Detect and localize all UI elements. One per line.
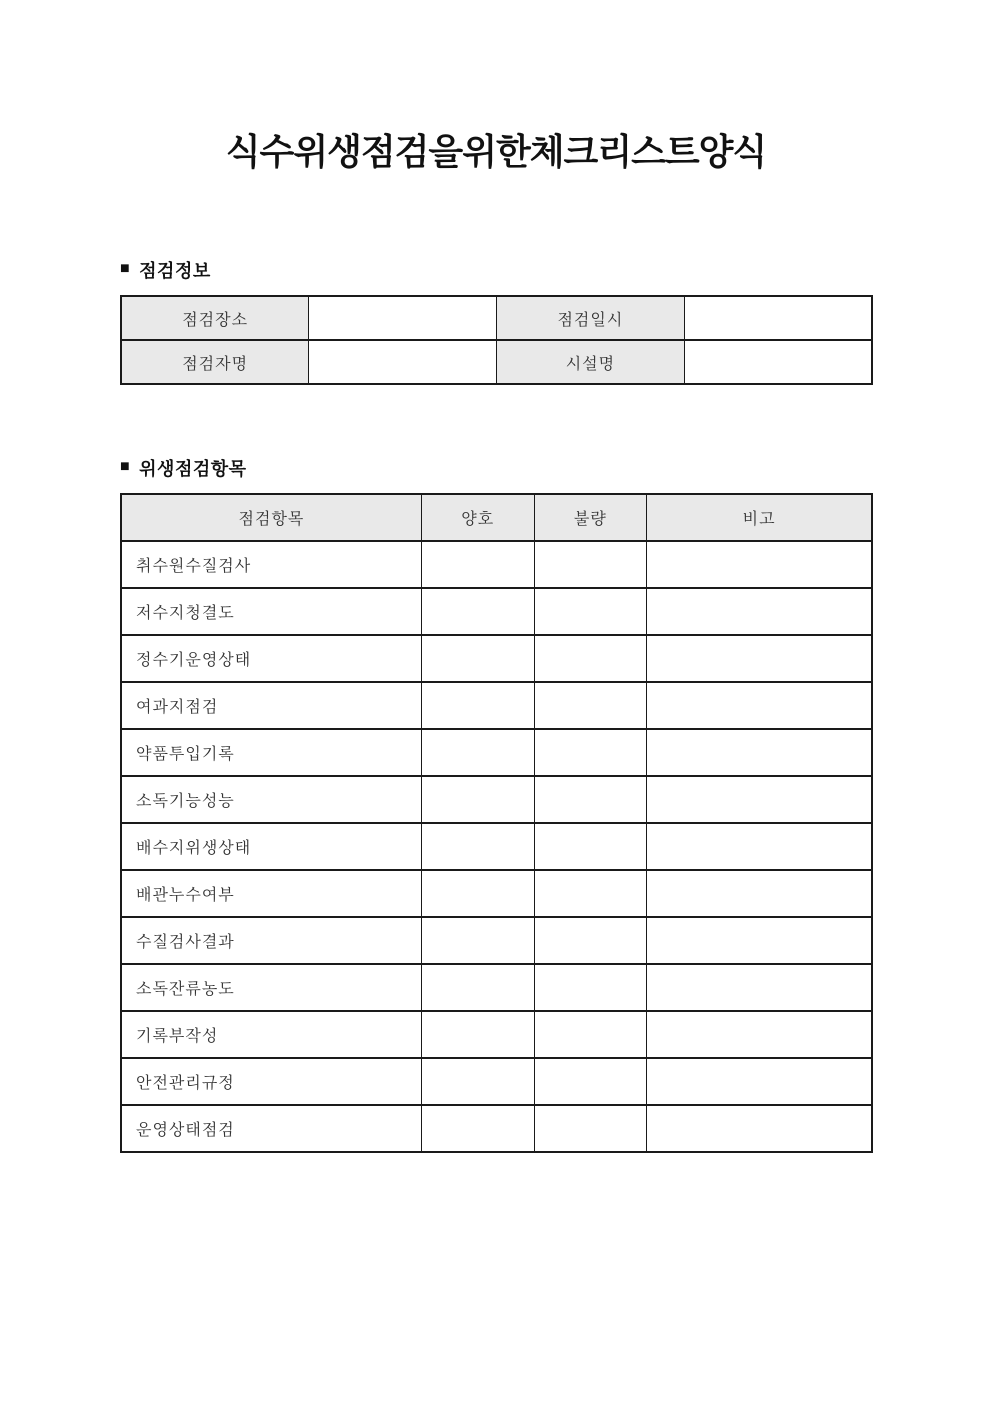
checklist-good-cell <box>421 1058 534 1105</box>
checklist-item-name: 안전관리규정 <box>121 1058 421 1105</box>
document-title: 식수위생점검을위한체크리스트양식 <box>225 131 767 172</box>
checklist-column-header: 점검항목 <box>121 494 421 541</box>
checklist-good-cell <box>421 964 534 1011</box>
checklist-item-name: 기록부작성 <box>121 1011 421 1058</box>
checklist-bad-cell <box>534 729 647 776</box>
checklist-bad-cell <box>534 635 647 682</box>
info-field-label: 시설명 <box>497 340 685 384</box>
hygiene-checklist-heading-label: 위생점검항목 <box>139 459 247 480</box>
checklist-row <box>121 917 872 964</box>
checklist-remark-cell <box>647 1011 872 1058</box>
hygiene-checklist-table-body <box>121 541 872 1152</box>
checklist-remark-cell <box>647 776 872 823</box>
checklist-remark-cell <box>647 870 872 917</box>
checklist-item-name: 여과지점검 <box>121 682 421 729</box>
checklist-bad-cell <box>534 823 647 870</box>
info-table-row <box>121 296 872 340</box>
hygiene-checklist-heading <box>120 455 873 481</box>
checklist-column-header: 비고 <box>647 494 872 541</box>
hygiene-checklist-section <box>120 455 873 1153</box>
checklist-good-cell <box>421 776 534 823</box>
checklist-row <box>121 1105 872 1152</box>
checklist-item-name: 수질검사결과 <box>121 917 421 964</box>
inspection-info-table-body <box>121 296 872 384</box>
checklist-bad-cell <box>534 588 647 635</box>
checklist-row <box>121 682 872 729</box>
square-bullet-icon: ■ <box>120 260 131 278</box>
checklist-bad-cell <box>534 1105 647 1152</box>
checklist-bad-cell <box>534 964 647 1011</box>
checklist-bad-cell <box>534 541 647 588</box>
checklist-good-cell <box>421 588 534 635</box>
info-field-value <box>684 296 872 340</box>
checklist-remark-cell <box>647 729 872 776</box>
checklist-good-cell <box>421 635 534 682</box>
info-field-label: 점검자명 <box>121 340 309 384</box>
checklist-row <box>121 635 872 682</box>
checklist-remark-cell <box>647 682 872 729</box>
checklist-item-name: 소독잔류농도 <box>121 964 421 1011</box>
checklist-good-cell <box>421 823 534 870</box>
checklist-row <box>121 541 872 588</box>
checklist-header-row <box>121 494 872 541</box>
info-field-value <box>309 340 497 384</box>
checklist-bad-cell <box>534 917 647 964</box>
checklist-good-cell <box>421 541 534 588</box>
inspection-info-section <box>120 257 873 385</box>
checklist-remark-cell <box>647 917 872 964</box>
checklist-row <box>121 776 872 823</box>
checklist-remark-cell <box>647 588 872 635</box>
checklist-remark-cell <box>647 541 872 588</box>
checklist-column-header: 양호 <box>421 494 534 541</box>
checklist-row <box>121 729 872 776</box>
checklist-row <box>121 964 872 1011</box>
checklist-bad-cell <box>534 1058 647 1105</box>
inspection-info-table <box>120 295 873 385</box>
checklist-row <box>121 588 872 635</box>
info-table-row <box>121 340 872 384</box>
inspection-info-heading-label: 점검정보 <box>139 261 211 282</box>
checklist-item-name: 운영상태점검 <box>121 1105 421 1152</box>
info-field-label: 점검장소 <box>121 296 309 340</box>
document-content <box>120 257 873 1153</box>
checklist-item-name: 취수원수질검사 <box>121 541 421 588</box>
checklist-good-cell <box>421 870 534 917</box>
checklist-bad-cell <box>534 1011 647 1058</box>
checklist-good-cell <box>421 917 534 964</box>
info-field-value <box>309 296 497 340</box>
checklist-remark-cell <box>647 964 872 1011</box>
checklist-row <box>121 823 872 870</box>
checklist-item-name: 소독기능성능 <box>121 776 421 823</box>
checklist-good-cell <box>421 1011 534 1058</box>
checklist-item-name: 배수지위생상태 <box>121 823 421 870</box>
checklist-remark-cell <box>647 1058 872 1105</box>
checklist-bad-cell <box>534 682 647 729</box>
checklist-row <box>121 870 872 917</box>
checklist-good-cell <box>421 1105 534 1152</box>
checklist-remark-cell <box>647 1105 872 1152</box>
checklist-bad-cell <box>534 776 647 823</box>
hygiene-checklist-table <box>120 493 873 1153</box>
checklist-row <box>121 1058 872 1105</box>
info-field-value <box>684 340 872 384</box>
checklist-remark-cell <box>647 635 872 682</box>
checklist-remark-cell <box>647 823 872 870</box>
checklist-good-cell <box>421 682 534 729</box>
checklist-bad-cell <box>534 870 647 917</box>
inspection-info-heading <box>120 257 873 283</box>
checklist-row <box>121 1011 872 1058</box>
checklist-good-cell <box>421 729 534 776</box>
square-bullet-icon: ■ <box>120 458 131 476</box>
info-field-label: 점검일시 <box>497 296 685 340</box>
checklist-item-name: 정수기운영상태 <box>121 635 421 682</box>
checklist-item-name: 저수지청결도 <box>121 588 421 635</box>
checklist-item-name: 배관누수여부 <box>121 870 421 917</box>
checklist-item-name: 약품투입기록 <box>121 729 421 776</box>
checklist-column-header: 불량 <box>534 494 647 541</box>
